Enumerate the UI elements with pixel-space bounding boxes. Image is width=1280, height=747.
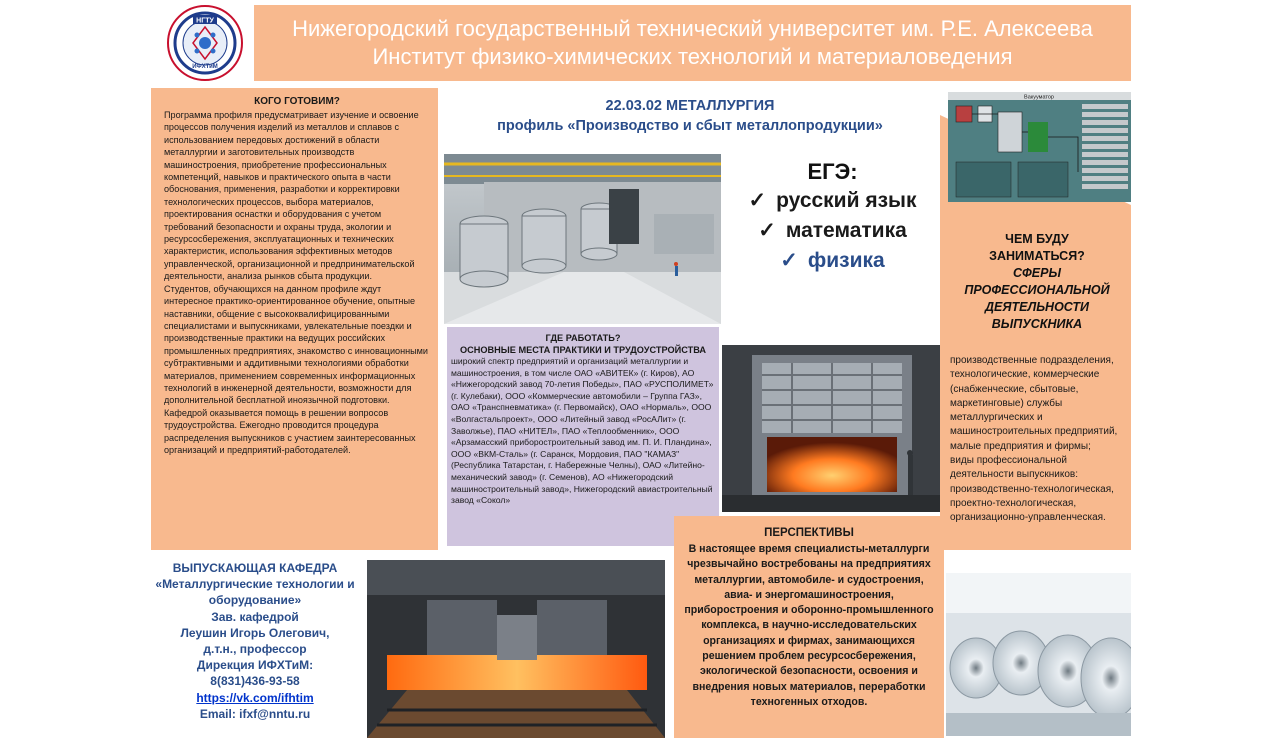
dept-head-label: Зав. кафедрой (211, 609, 299, 624)
career-text-1: производственные подразделения, технологические, коммерческие (снабженческие, сбытовые, маркетинговые) службы металлургических и машиностроительных предприятий, малые предприятия и фирмы; (950, 355, 1118, 452)
checkmark-icon: ✓ (780, 249, 798, 272)
furnace-photo (722, 345, 940, 512)
perspectives-panel (674, 516, 944, 738)
university-name: Нижегородский государственный технический университет им. Р.Е. Алексеева (292, 16, 1093, 41)
career-title (948, 231, 1126, 333)
career-title-italic-4: ВЫПУСКНИКА (991, 317, 1083, 331)
scada-title: Вакууматор (1024, 94, 1054, 101)
dept-head-name: Леушин Игорь Олегович, (180, 625, 330, 640)
work-title: ГДЕ РАБОТАТЬ? (545, 333, 621, 343)
vk-link[interactable]: https://vk.com/ifhtim (196, 690, 314, 705)
career-title-italic-2: ПРОФЕССИОНАЛЬНОЙ (964, 283, 1110, 297)
dept-name: «Металлургические технологии и оборудование» (155, 577, 355, 608)
work-subtitle: ОСНОВНЫЕ МЕСТА ПРАКТИКИ И ТРУДОУСТРОЙСТВА (459, 345, 707, 355)
who-we-train-panel (151, 88, 438, 550)
rolling-mill-photo (367, 560, 665, 738)
ege-subject-russian: ✓ русский язык (748, 189, 917, 212)
logo-top-text: НГТУ (196, 17, 214, 25)
career-description (950, 354, 1131, 526)
career-title-line2: ЗАНИМАТЬСЯ? (989, 249, 1085, 263)
who-paragraph-2: Студентов, обучающихся на данном профиле ждут интересное практико-ориентированное обучение, опытные наставники, общение с высококвалифицированными специалистами и выпускниками, увлекательные поездки и производственные практики на ведущих российских промышленных предприятиях, знакомство с инновационными субтрактивными и аддитивными технологиями обработки материалов, применением современных информационных технологий в инженерной деятельности, возможности для дополнительной бесплатной иноязычной подготовки. (164, 283, 429, 406)
career-text-2: виды профессиональной деятельности выпускников: производственно-технологическая, проектно-технологическая, организационно-управленческая. (950, 455, 1114, 524)
career-title-italic-1: СФЕРЫ (1013, 266, 1061, 280)
checkmark-icon: ✓ (748, 189, 767, 212)
perspectives-text: В настоящее время специалисты-металлурги чрезвычайно востребованы на предприятиях металлургии, автомобиле- и судостроения, авиа- и энергомашиностроения, приборостроения и оборонно-промышленного комплекса, в научно-исследовательских организациях и фирмах, занимающихся решением проблем ресурсосбережения, экологической безопасности, освоения и внедрения новых материалов, переработки техногенных отходов. (684, 543, 934, 708)
institute-name: Институт физико-химических технологий и материаловедения (372, 44, 1013, 69)
who-title: КОГО ГОТОВИМ? (254, 96, 340, 107)
phone-number: 8(831)436-93-58 (210, 674, 300, 689)
scada-screen-photo (948, 92, 1131, 202)
email-address: Email: ifxf@nntu.ru (199, 706, 311, 721)
career-title-line1: ЧЕМ БУДУ (1005, 232, 1069, 246)
dept-heading: ВЫПУСКАЮЩАЯ КАФЕДРА (172, 561, 338, 575)
factory-hall-photo (444, 154, 721, 324)
ege-subjects (725, 158, 940, 276)
who-paragraph-3: Кафедрой оказывается помощь в решении вопросов трудоустройства. Ежегодно проводится процедура распределения выпускников с участием заинтересованных организаций и предприятий-работодателей. (164, 407, 416, 455)
career-title-italic-3: ДЕЯТЕЛЬНОСТИ (985, 300, 1089, 314)
where-to-work-panel (447, 327, 719, 546)
dept-head-degree: д.т.н., профессор (203, 642, 307, 657)
steel-coils-photo (946, 573, 1131, 736)
header-banner (254, 5, 1131, 81)
university-logo (167, 5, 243, 81)
program-code: 22.03.02 МЕТАЛЛУРГИЯ (605, 98, 775, 114)
program-profile: профиль «Производство и сбыт металлопродукции» (497, 118, 883, 134)
department-contacts (151, 560, 359, 722)
who-paragraph-1: Программа профиля предусматривает изучение и освоение процессов получения изделий из металлов и сплавов с использованием передовых достижений в области металлургии и заготовительных производств машиностроения, приобретение профессиональных компетенций, навыков и практического опыта в части обоснования, применения, разработки и корректировки технологических процессов, выбора материалов, проектирования оснастки и оборудования с учетом требований безопасности и охраны труда, экологии и ресурсосбережения, эксплуатационных и технических характеристик, использования эффективных методов управленческой, организационной и предпринимательской деятельности, анализа рынков сбыта продукции. (164, 110, 419, 282)
ege-subject-math: ✓ математика (758, 219, 907, 242)
directorate-label: Дирекция ИФХТиМ: (196, 658, 314, 673)
ege-subject-physics: ✓ физика (780, 249, 885, 272)
work-text: широкий спектр предприятий и организаций металлургии и машиностроения, в том числе ОАО «АВИТЕК» (г. Киров), АО «Нижегородский завод 70-летия Победы», ПАО «РУСПОЛИМЕТ» (г. Кулебаки), ООО «Коммерческие автомобили – Группа ГАЗ», ОАО «Транспневматика» (г. Первомайск), ОАО «Нормаль», ООО «Волгастальпроект», ООО «Литейный завод «РосАЛит» (г. Заволжье), ПАО «НИТЕЛ», ПАО «Теплообменник», ООО «Арзамасский приборостроительный завод им. П. И. Пландина», ООО «ВКМ-Сталь» (г. Саранск, Мордовия, ПАО "КАМАЗ" (Республика Татарстан, г. Набережные Челны), ОАО «Литейно-механический завод» (г. Семенов), АО «Нижегородский машиностроительный завод», Нижегородский авиастроительный завод «Сокол» (451, 356, 714, 506)
ege-title: ЕГЭ: (807, 159, 858, 184)
perspectives-title: ПЕРСПЕКТИВЫ (764, 527, 854, 539)
logo-emblem-icon (167, 5, 243, 81)
checkmark-icon: ✓ (758, 219, 776, 242)
program-title (440, 96, 940, 136)
logo-bottom-text: ИФХТиМ (192, 64, 218, 70)
